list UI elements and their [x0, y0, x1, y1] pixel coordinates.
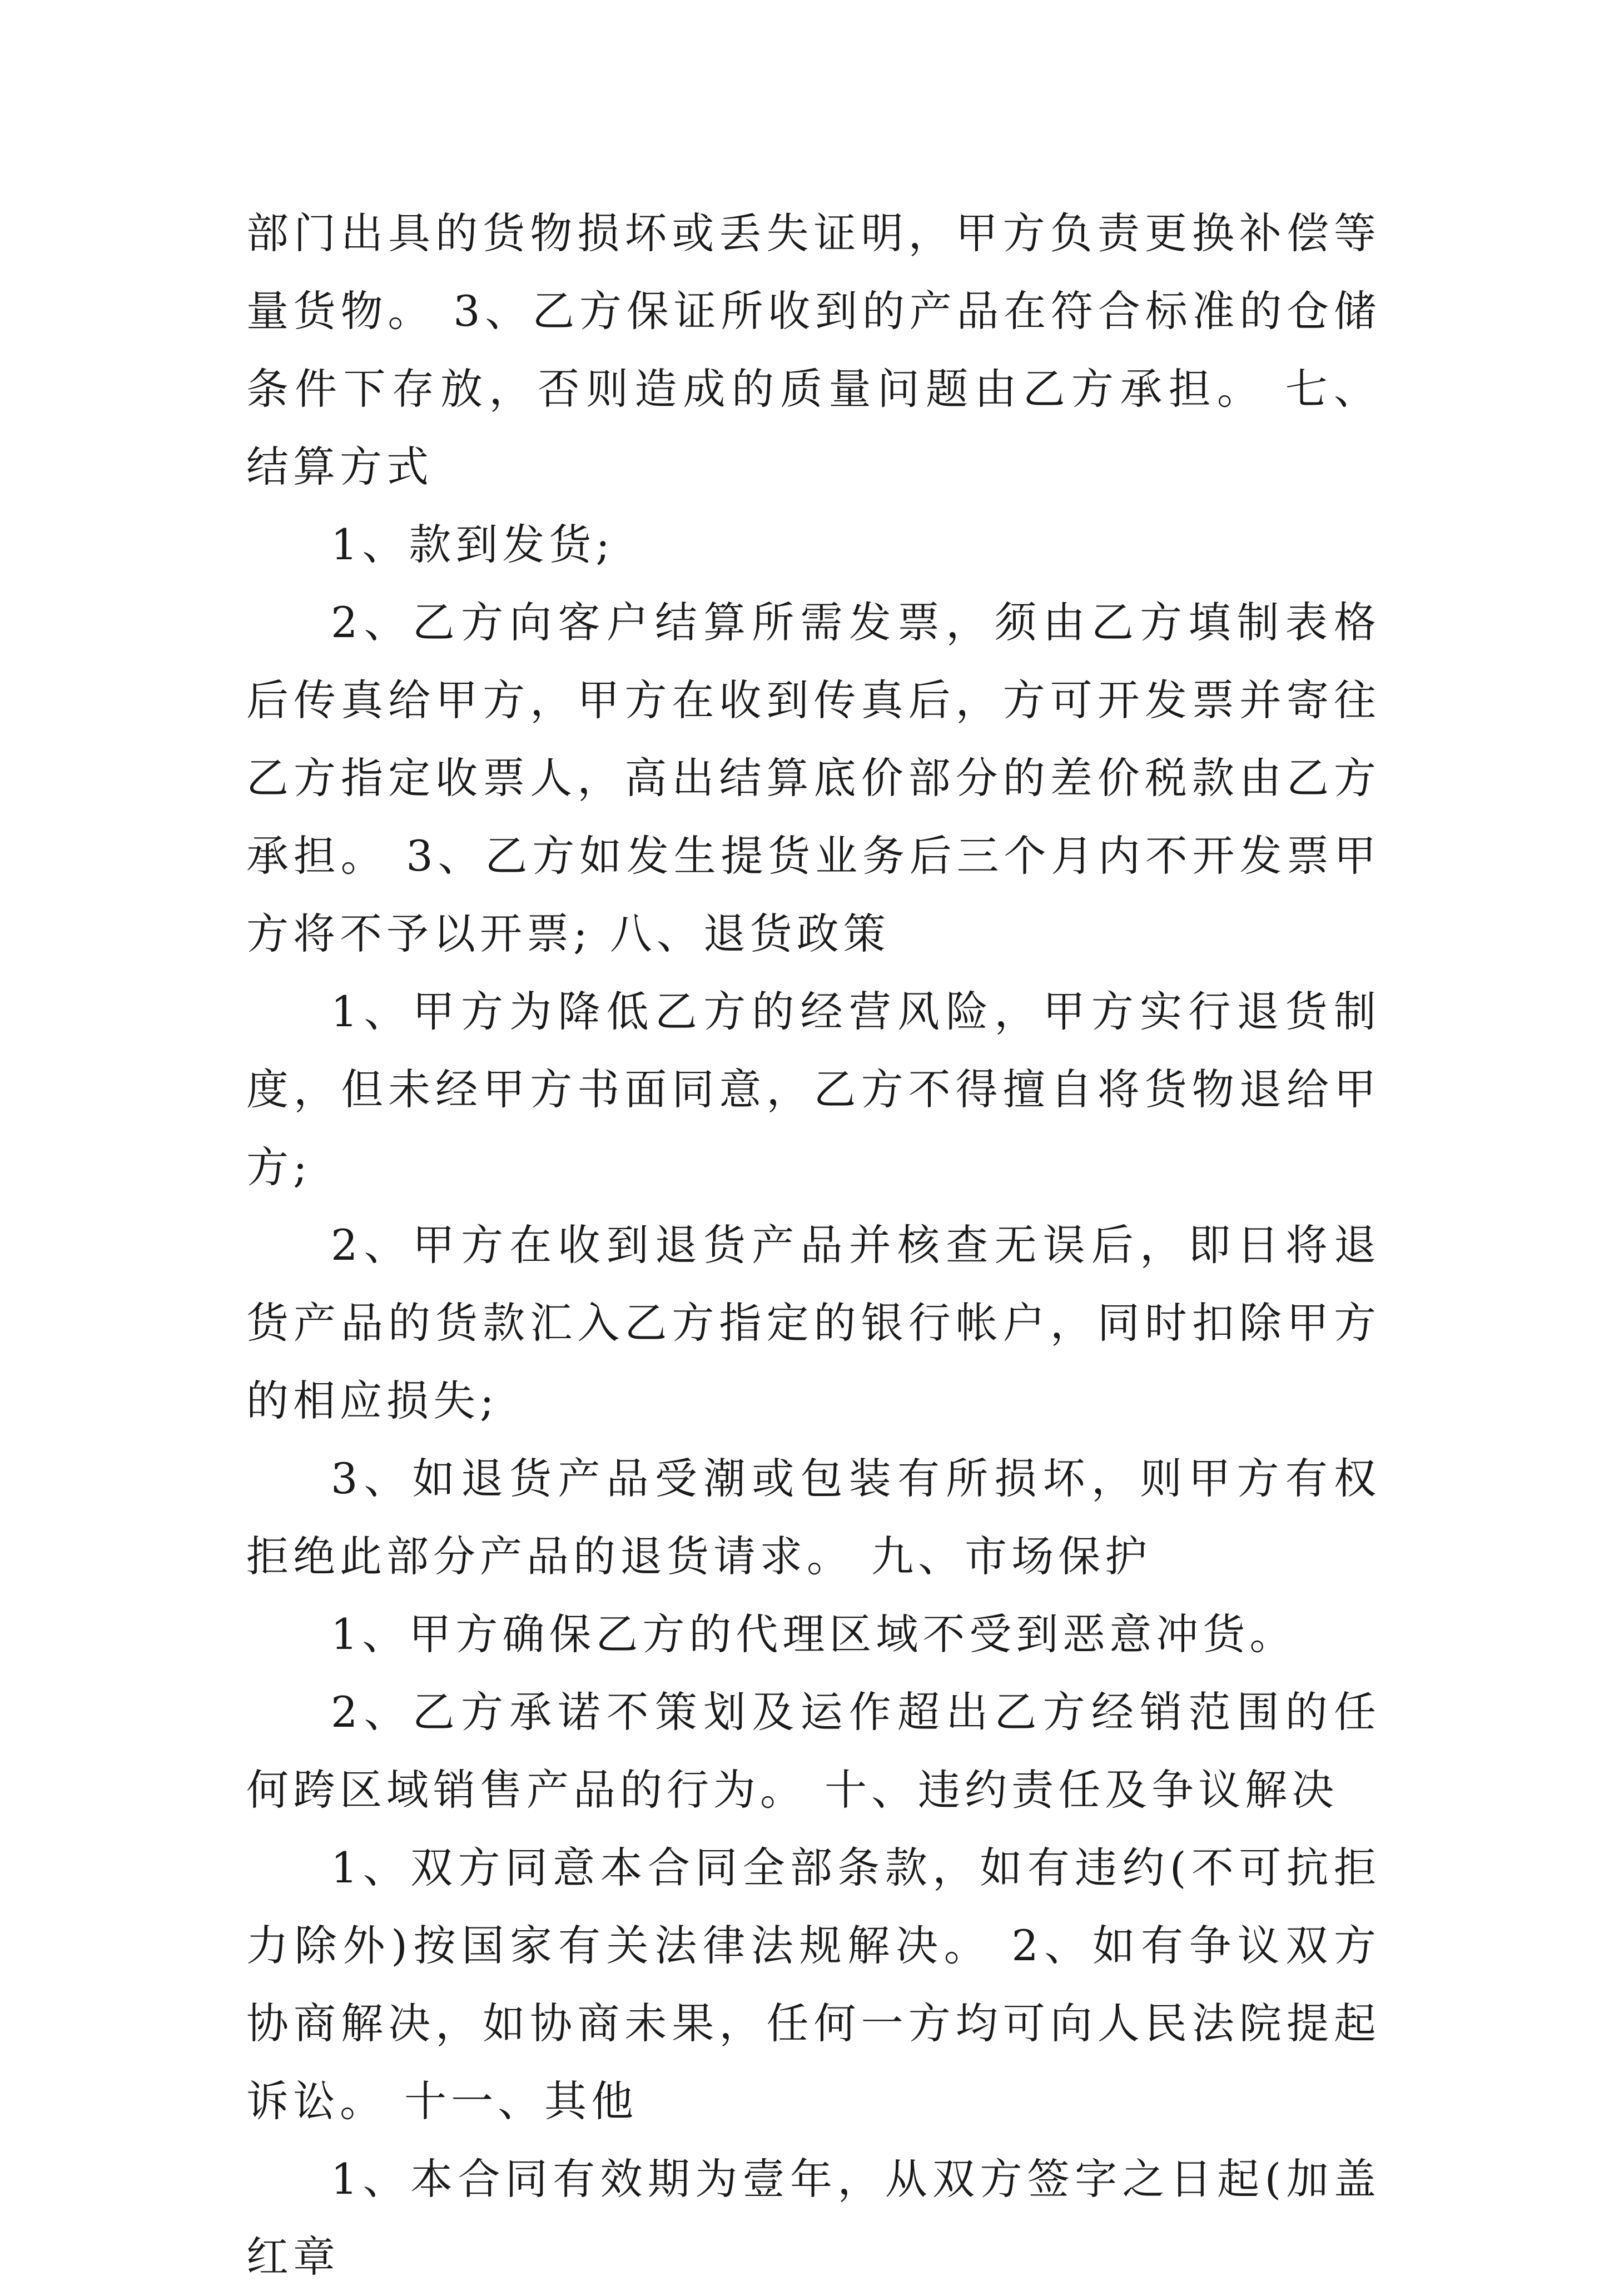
paragraph: 1、甲方确保乙方的代理区域不受到恶意冲货。	[331, 1609, 1297, 1659]
paragraph: 2、乙方承诺不策划及运作超出乙方经销范围的任何跨区域销售产品的行为。 十、违约责任及争议解决	[246, 1687, 1380, 1815]
paragraph: 2、乙方向客户结算所需发票，须由乙方填制表格后传真给甲方，甲方在收到传真后，方可开发票并寄往乙方指定收票人，高出结算底价部分的差价税款由乙方承担。 3、乙方如发生提货业务后三个月内不开发票甲方将不予以开票; 八、退货政策	[246, 598, 1380, 958]
document-body	[246, 195, 1380, 2296]
paragraph: 1、双方同意本合同全部条款，如有违约(不可抗拒力除外)按国家有关法律法规解决。 2、如有争议双方协商解决，如协商未果，任何一方均可向人民法院提起诉讼。 十一、其他	[246, 1843, 1380, 2126]
paragraph: 1、款到发货;	[331, 520, 614, 569]
paragraph: 1、甲方为降低乙方的经营风险，甲方实行退货制度，但未经甲方书面同意，乙方不得擅自将货物退给甲方;	[246, 987, 1380, 1192]
paragraph: 2、甲方在收到退货产品并核查无误后，即日将退货产品的货款汇入乙方指定的银行帐户，同时扣除甲方的相应损失;	[246, 1220, 1380, 1425]
paragraph: 1、本合同有效期为壹年，从双方签字之日起(加盖红章	[246, 2154, 1380, 2282]
paragraph: 部门出具的货物损坏或丢失证明，甲方负责更换补偿等量货物。 3、乙方保证所收到的产品在符合标准的仓储条件下存放，否则造成的质量问题由乙方承担。 七、结算方式	[246, 208, 1380, 491]
paragraph: 3、如退货产品受潮或包装有所损坏，则甲方有权拒绝此部分产品的退货请求。 九、市场保护	[246, 1454, 1380, 1581]
